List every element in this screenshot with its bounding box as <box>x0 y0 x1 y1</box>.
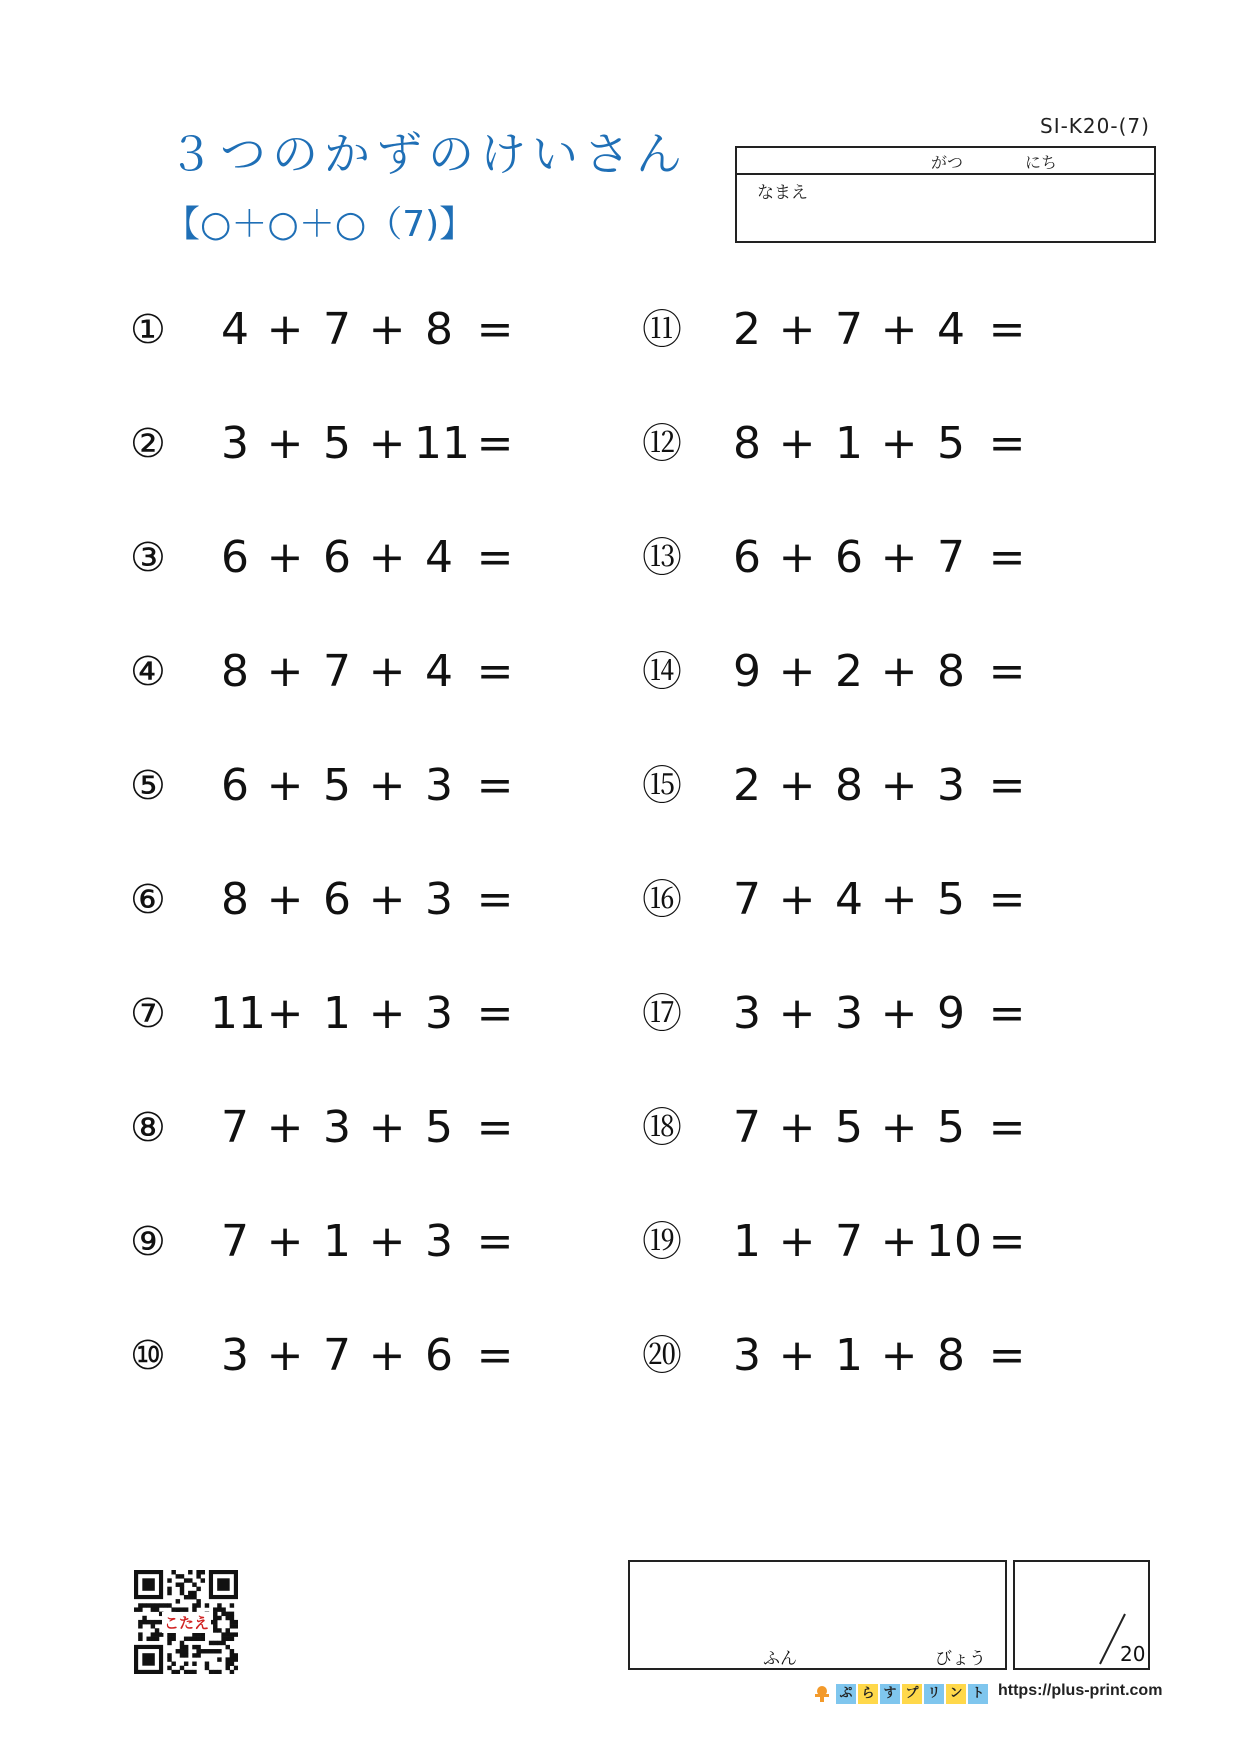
problem-term: 8 <box>221 874 249 925</box>
problem-plus-sign: + <box>266 418 304 469</box>
problem-term: 7 <box>323 646 351 697</box>
problem-equals-sign: = <box>476 418 514 469</box>
logo-tile: ト <box>968 1684 988 1704</box>
problem-item <box>130 1326 550 1386</box>
score-box <box>1013 1560 1150 1670</box>
problem-term: 7 <box>323 304 351 355</box>
problem-term: 6 <box>221 532 249 583</box>
problem-number: ⑭ <box>642 649 682 695</box>
problem-term: 11 <box>210 988 266 1039</box>
problem-term: 5 <box>937 418 965 469</box>
problem-term: 4 <box>221 304 249 355</box>
problem-term: 8 <box>425 304 453 355</box>
problem-number: ⑱ <box>642 1105 682 1151</box>
problem-term: 5 <box>323 418 351 469</box>
problem-plus-sign: + <box>778 874 816 925</box>
problem-term: 1 <box>323 1216 351 1267</box>
problem-term: 11 <box>414 418 470 469</box>
problem-term: 2 <box>733 304 761 355</box>
problem-term: 6 <box>323 874 351 925</box>
problem-item <box>130 414 550 474</box>
problem-number: ⑥ <box>130 877 166 923</box>
problem-equals-sign: = <box>476 532 514 583</box>
name-label: なまえ <box>757 183 808 203</box>
problem-item <box>642 1326 1062 1386</box>
problem-plus-sign: + <box>778 304 816 355</box>
problem-term: 3 <box>323 1102 351 1153</box>
logo-tile: ぷ <box>836 1684 856 1704</box>
problem-item <box>642 1098 1062 1158</box>
problem-plus-sign: + <box>880 988 918 1039</box>
problem-term: 7 <box>733 1102 761 1153</box>
problem-equals-sign: = <box>988 760 1026 811</box>
problem-plus-sign: + <box>778 532 816 583</box>
problem-equals-sign: = <box>988 646 1026 697</box>
problem-term: 3 <box>425 874 453 925</box>
problem-term: 3 <box>425 760 453 811</box>
month-label: がつ <box>931 153 964 172</box>
problem-plus-sign: + <box>266 988 304 1039</box>
problem-term: 1 <box>835 418 863 469</box>
problem-item <box>642 642 1062 702</box>
logo-tile: プ <box>902 1684 922 1704</box>
problem-plus-sign: + <box>778 988 816 1039</box>
problem-item <box>130 1212 550 1272</box>
problem-plus-sign: + <box>880 418 918 469</box>
problem-plus-sign: + <box>880 1330 918 1381</box>
problem-plus-sign: + <box>778 1216 816 1267</box>
problem-term: 1 <box>835 1330 863 1381</box>
problem-number: ⑩ <box>130 1333 166 1379</box>
problem-term: 5 <box>425 1102 453 1153</box>
problem-plus-sign: + <box>266 874 304 925</box>
problem-number: ⑮ <box>642 763 682 809</box>
problem-plus-sign: + <box>266 532 304 583</box>
problem-term: 7 <box>221 1102 249 1153</box>
problem-term: 4 <box>425 646 453 697</box>
problem-item <box>642 414 1062 474</box>
problem-term: 6 <box>835 532 863 583</box>
problem-term: 4 <box>425 532 453 583</box>
problem-term: 1 <box>733 1216 761 1267</box>
problem-plus-sign: + <box>880 532 918 583</box>
problem-number: ① <box>130 307 166 353</box>
problem-plus-sign: + <box>778 760 816 811</box>
problem-equals-sign: = <box>476 1330 514 1381</box>
problem-number: ⑯ <box>642 877 682 923</box>
problem-term: 3 <box>835 988 863 1039</box>
problem-plus-sign: + <box>368 1102 406 1153</box>
problem-term: 4 <box>937 304 965 355</box>
problem-number: ④ <box>130 649 166 695</box>
problem-plus-sign: + <box>368 532 406 583</box>
minutes-label: ふん <box>763 1649 797 1669</box>
problem-equals-sign: = <box>988 1330 1026 1381</box>
problem-plus-sign: + <box>266 1102 304 1153</box>
problem-plus-sign: + <box>266 1216 304 1267</box>
problem-term: 3 <box>937 760 965 811</box>
problem-plus-sign: + <box>368 646 406 697</box>
problem-number: ⑰ <box>642 991 682 1037</box>
problem-term: 10 <box>926 1216 982 1267</box>
problem-number: ⑬ <box>642 535 682 581</box>
problem-term: 7 <box>835 304 863 355</box>
qr-answer-label: こたえ <box>164 1614 210 1632</box>
answer-qr-code[interactable] <box>134 1570 238 1674</box>
problem-plus-sign: + <box>368 760 406 811</box>
problem-term: 5 <box>937 1102 965 1153</box>
problem-term: 3 <box>221 1330 249 1381</box>
problem-number: ② <box>130 421 166 467</box>
problem-equals-sign: = <box>476 1102 514 1153</box>
problem-plus-sign: + <box>368 988 406 1039</box>
problem-plus-sign: + <box>880 874 918 925</box>
problem-item <box>642 756 1062 816</box>
problem-number: ⑨ <box>130 1219 166 1265</box>
problem-equals-sign: = <box>476 874 514 925</box>
problem-item <box>642 870 1062 930</box>
problem-number: ⑫ <box>642 421 682 467</box>
worksheet-code: SI-K20-(7) <box>1040 114 1150 138</box>
worksheet-title: ３つのかずのけいさん <box>168 127 688 181</box>
problem-plus-sign: + <box>266 304 304 355</box>
problem-term: 6 <box>425 1330 453 1381</box>
problem-number: ⑤ <box>130 763 166 809</box>
problem-plus-sign: + <box>266 646 304 697</box>
problem-number: ⑪ <box>642 307 682 353</box>
problem-term: 7 <box>733 874 761 925</box>
problem-equals-sign: = <box>476 304 514 355</box>
problem-term: 9 <box>937 988 965 1039</box>
problem-term: 7 <box>937 532 965 583</box>
problem-plus-sign: + <box>880 1216 918 1267</box>
plus-print-logo <box>812 1681 990 1705</box>
problem-term: 6 <box>323 532 351 583</box>
logo-tile: す <box>880 1684 900 1704</box>
problem-term: 3 <box>221 418 249 469</box>
problem-term: 2 <box>733 760 761 811</box>
problem-term: 8 <box>221 646 249 697</box>
problem-equals-sign: = <box>988 304 1026 355</box>
logo-tile: ン <box>946 1684 966 1704</box>
problem-item <box>642 300 1062 360</box>
problem-term: 2 <box>835 646 863 697</box>
problem-equals-sign: = <box>988 1102 1026 1153</box>
problem-plus-sign: + <box>778 1102 816 1153</box>
problem-plus-sign: + <box>778 1330 816 1381</box>
problem-term: 9 <box>733 646 761 697</box>
problem-term: 5 <box>937 874 965 925</box>
problem-term: 3 <box>425 988 453 1039</box>
problem-term: 6 <box>221 760 249 811</box>
seconds-label: びょう <box>935 1649 986 1669</box>
problem-plus-sign: + <box>266 760 304 811</box>
problem-term: 7 <box>835 1216 863 1267</box>
problem-plus-sign: + <box>880 646 918 697</box>
problem-term: 8 <box>937 646 965 697</box>
problem-plus-sign: + <box>880 1102 918 1153</box>
problem-item <box>130 870 550 930</box>
problem-equals-sign: = <box>988 874 1026 925</box>
problem-number: ⑦ <box>130 991 166 1037</box>
problem-equals-sign: = <box>988 1216 1026 1267</box>
footer-url[interactable]: https://plus-print.com <box>998 1682 1163 1699</box>
problem-equals-sign: = <box>988 532 1026 583</box>
problem-plus-sign: + <box>778 418 816 469</box>
problem-item <box>130 756 550 816</box>
problem-term: 3 <box>733 988 761 1039</box>
problem-equals-sign: = <box>476 760 514 811</box>
logo-wordmark <box>836 1682 990 1704</box>
problem-term: 5 <box>835 1102 863 1153</box>
problem-equals-sign: = <box>476 646 514 697</box>
day-label: にち <box>1025 153 1058 172</box>
problem-equals-sign: = <box>476 1216 514 1267</box>
problem-equals-sign: = <box>988 988 1026 1039</box>
problem-term: 8 <box>733 418 761 469</box>
problem-term: 7 <box>221 1216 249 1267</box>
problem-plus-sign: + <box>368 418 406 469</box>
problem-number: ⑲ <box>642 1219 682 1265</box>
score-total: 20 <box>1120 1642 1146 1666</box>
problem-number: ③ <box>130 535 166 581</box>
logo-tile: リ <box>924 1684 944 1704</box>
problem-plus-sign: + <box>368 1216 406 1267</box>
problem-plus-sign: + <box>880 304 918 355</box>
problem-term: 3 <box>425 1216 453 1267</box>
problem-number: ⑳ <box>642 1333 682 1379</box>
logo-mascot-icon <box>812 1683 832 1703</box>
problem-term: 8 <box>937 1330 965 1381</box>
problem-plus-sign: + <box>368 1330 406 1381</box>
problem-term: 1 <box>323 988 351 1039</box>
worksheet-subtitle: 【○＋○＋○（7)】 <box>164 204 476 245</box>
problem-item <box>130 984 550 1044</box>
problem-item <box>130 642 550 702</box>
problem-item <box>130 1098 550 1158</box>
problem-plus-sign: + <box>266 1330 304 1381</box>
problem-term: 5 <box>323 760 351 811</box>
problem-plus-sign: + <box>368 874 406 925</box>
problem-number: ⑧ <box>130 1105 166 1151</box>
problem-item <box>642 984 1062 1044</box>
problem-term: 4 <box>835 874 863 925</box>
logo-tile: ら <box>858 1684 878 1704</box>
problem-term: 3 <box>733 1330 761 1381</box>
problem-item <box>642 528 1062 588</box>
problem-equals-sign: = <box>988 418 1026 469</box>
problem-plus-sign: + <box>778 646 816 697</box>
problem-plus-sign: + <box>368 304 406 355</box>
problem-term: 7 <box>323 1330 351 1381</box>
problem-term: 6 <box>733 532 761 583</box>
problem-item <box>130 300 550 360</box>
problem-item <box>642 1212 1062 1272</box>
problem-equals-sign: = <box>476 988 514 1039</box>
time-box <box>628 1560 1007 1670</box>
problem-item <box>130 528 550 588</box>
problem-plus-sign: + <box>880 760 918 811</box>
problem-term: 8 <box>835 760 863 811</box>
